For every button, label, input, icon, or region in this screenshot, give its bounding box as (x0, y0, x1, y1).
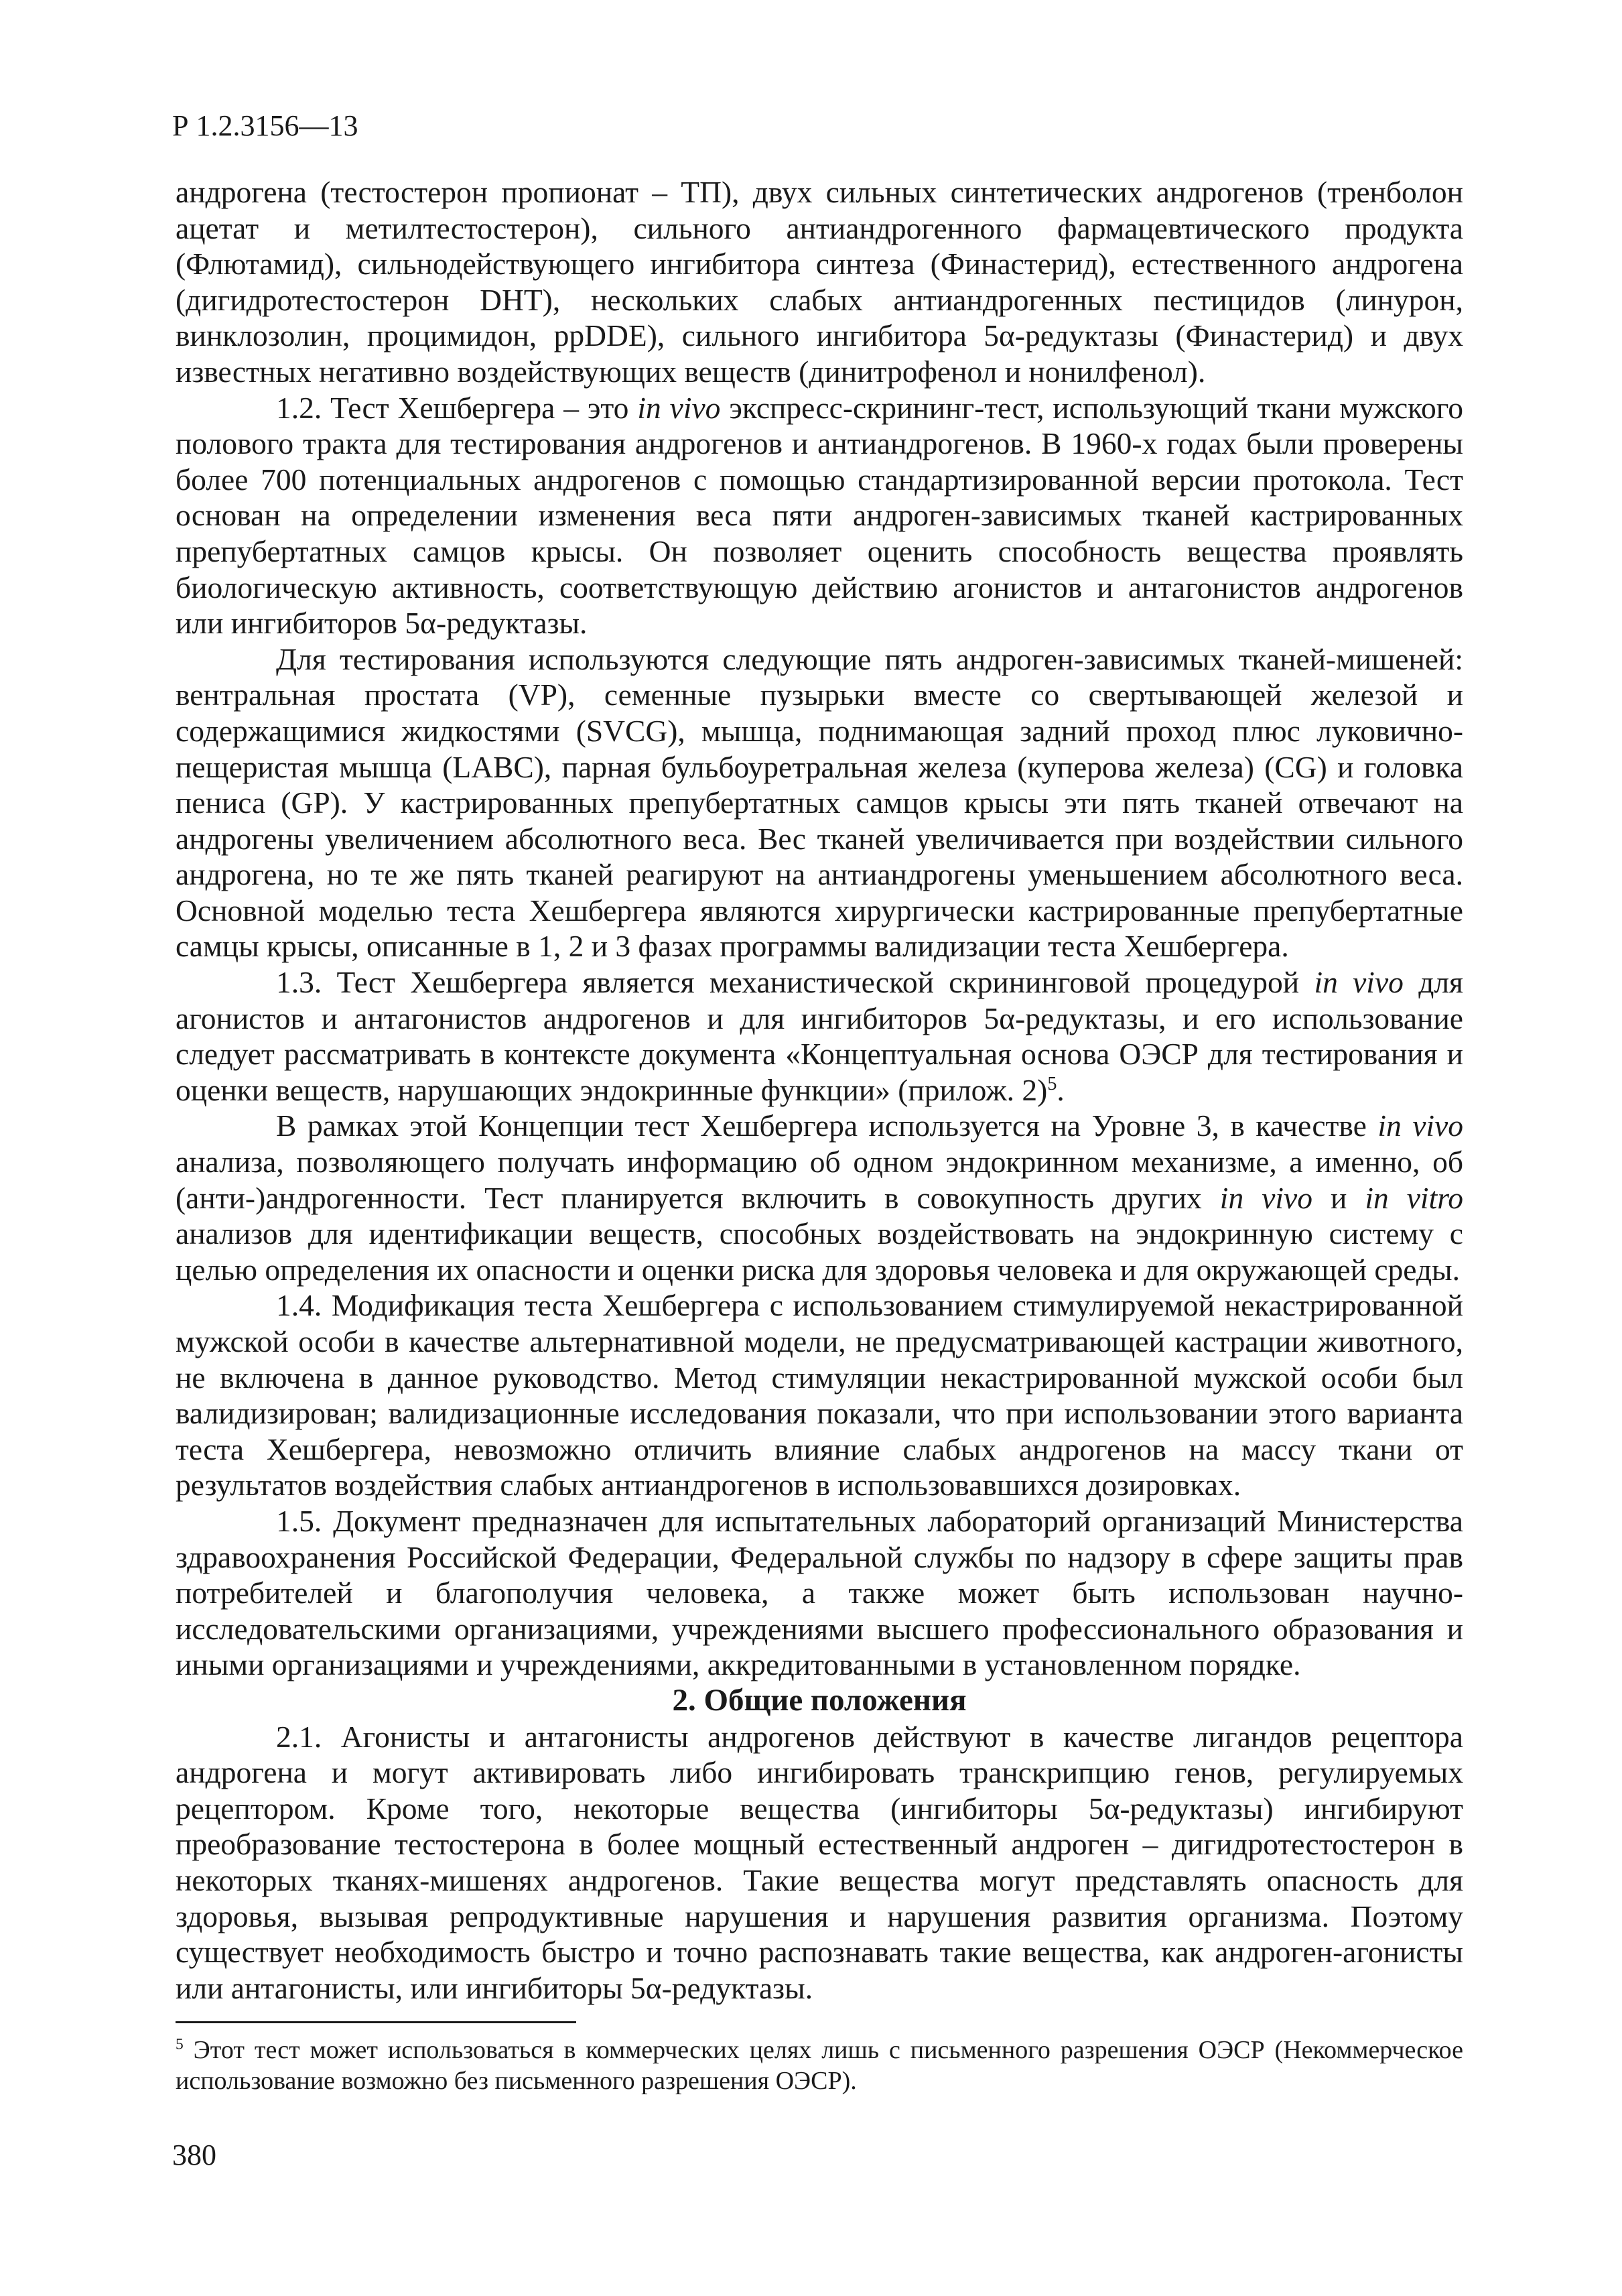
paragraph-1-4: 1.4. Модификация теста Хешбергера с использованием стимулируемой некастрированной мужской особи в качестве альтернативной модели, не предусматривающей кастрации животного, не включена в данное руководство. Метод стимуляции некастрированной мужской особи был валидизирован; валидизационные исследования показали, что при использовании этого варианта теста Хешбергера, невозможно отличить влияние слабых андрогенов на массу ткани от результатов воздействия слабых антиандрогенов в использовавшихся дозировках. (176, 1288, 1463, 1503)
italic-term: in vivo (1219, 1180, 1312, 1215)
paragraph-1-2: 1.2. Тест Хешбергера – это in vivo экспресс-скрининг-тест, использующий ткани мужского полового тракта для тестирования андрогенов и антиандрогенов. В 1960-х годах были проверены более 700 потенциальных андрогенов с помощью стандартизированной версии протокола. Тест основан на определении изменения веса пяти андроген-зависимых тканей кастрированных препубертатных самцов крысы. Он позволяет оценить способность вещества проявлять биологическую активность, соответствующую действию агонистов и антагонистов андрогенов или ингибиторов 5α-редуктазы. (176, 390, 1463, 641)
footnote-reference: 5 (1047, 1073, 1057, 1094)
paragraph-2-1: 2.1. Агонисты и антагонисты андрогенов действуют в качестве лигандов рецептора андрогена и могут активировать либо ингибировать транскрипцию генов, регулируемых рецептором. Кроме того, некоторые вещества (ингибиторы 5α-редуктазы) ингибируют преобразование тестостерона в более мощный естественный андроген – дигидротестостерон в некоторых тканях-мишенях андрогенов. Такие вещества могут представлять опасность для здоровья, вызывая репродуктивные нарушения и нарушения развития организма. Поэтому существует необходимость быстро и точно распознавать такие вещества, как андроген-агонисты или антагонисты, или ингибиторы 5α-редуктазы. (176, 1719, 1463, 2005)
italic-term: in vivo (637, 390, 721, 425)
paragraph-target-tissues: Для тестирования используются следующие пять андроген-зависимых тканей-мишеней: вентральная простата (VP), семенные пузырьки вместе со свертывающей железой и содержащимися жидкостями (SVCG), мышца, поднимающая задний проход плюс луковично-пещеристая мышца (LABC), парная бульбоуретральная железа (куперова железа) (CG) и головка пениса (GP). У кастрированных препубертатных самцов крысы эти пять тканей отвечают на андрогены увеличением абсолютного веса. Вес тканей увеличивается при воздействии сильного андрогена, но те же пять тканей реагируют на антиандрогены уменьшением абсолютного веса. Основной моделью теста Хешбергера являются хирургически кастрированные препубертатные самцы крысы, описанные в 1, 2 и 3 фазах программы валидизации теста Хешбергера. (176, 641, 1463, 964)
footnote-marker: 5 (176, 2035, 184, 2053)
italic-term: in vivo (1314, 965, 1404, 1000)
footnote-divider (176, 2021, 576, 2023)
paragraph-concept-level: В рамках этой Концепции тест Хешбергера используется на Уровне 3, в качестве in vivo анализа, позволяющего получать информацию об одном эндокринном механизме, а именно, об (анти-)андрогенности. Тест планируется включить в совокупность других in vivo и in vitro анализов для идентификации веществ, способных воздействовать на эндокринную систему с целью определения их опасности и оценки риска для здоровья человека и для окружающей среды. (176, 1108, 1463, 1287)
document-code-header: Р 1.2.3156—13 (172, 109, 358, 142)
paragraph-1-3: 1.3. Тест Хешбергера является механистической скрининговой процедурой in vivo для агонистов и антагонистов андрогенов и для ингибиторов 5α-редуктазы, и его использование следует рассматривать в контексте документа «Концептуальная основа ОЭСР для тестирования и оценки веществ, нарушающих эндокринные функции» (прилож. 2)$^5$. (176, 965, 1463, 1107)
paragraph-1-5: 1.5. Документ предназначен для испытательных лабораторий организаций Министерства здравоохранения Российской Федерации, Федеральной службы по надзору в сфере защиты прав потребителей и благополучия человека, а также может быть использован научно-исследовательскими организациями, учреждениями высшего профессионального образования и иными организациями и учреждениями, аккредитованными в установленном порядке. (176, 1503, 1463, 1682)
body-text (176, 174, 1463, 2006)
section-heading: 2. Общие положения (672, 1682, 967, 1718)
italic-term: in vitro (1365, 1180, 1463, 1215)
paragraph-continued: андрогена (тестостерон пропионат – ТП), двух сильных синтетических андрогенов (тренболон ацетат и метилтестостерон), сильного антиандрогенного фармацевтического продукта (Флютамид), сильнодействующего ингибитора синтеза (Финастерид), естественного андрогена (дигидротестостерон DHT), нескольких слабых антиандрогенных пестицидов (линурон, винклозолин, процимидон, ppDDE), сильного ингибитора 5α-редуктазы (Финастерид) и двух известных негативно воздействующих веществ (динитрофенол и нонилфенол). (176, 175, 1463, 389)
footnote (176, 2035, 1463, 2096)
page-number: 380 (172, 2139, 216, 2171)
italic-term: in vivo (1377, 1108, 1463, 1143)
footnote-text: Этот тест может использоваться в коммерческих целях лишь с письменного разрешения ОЭСР (Некоммерческое использование возможно без письменного разрешения ОЭСР). (176, 2036, 1463, 2095)
